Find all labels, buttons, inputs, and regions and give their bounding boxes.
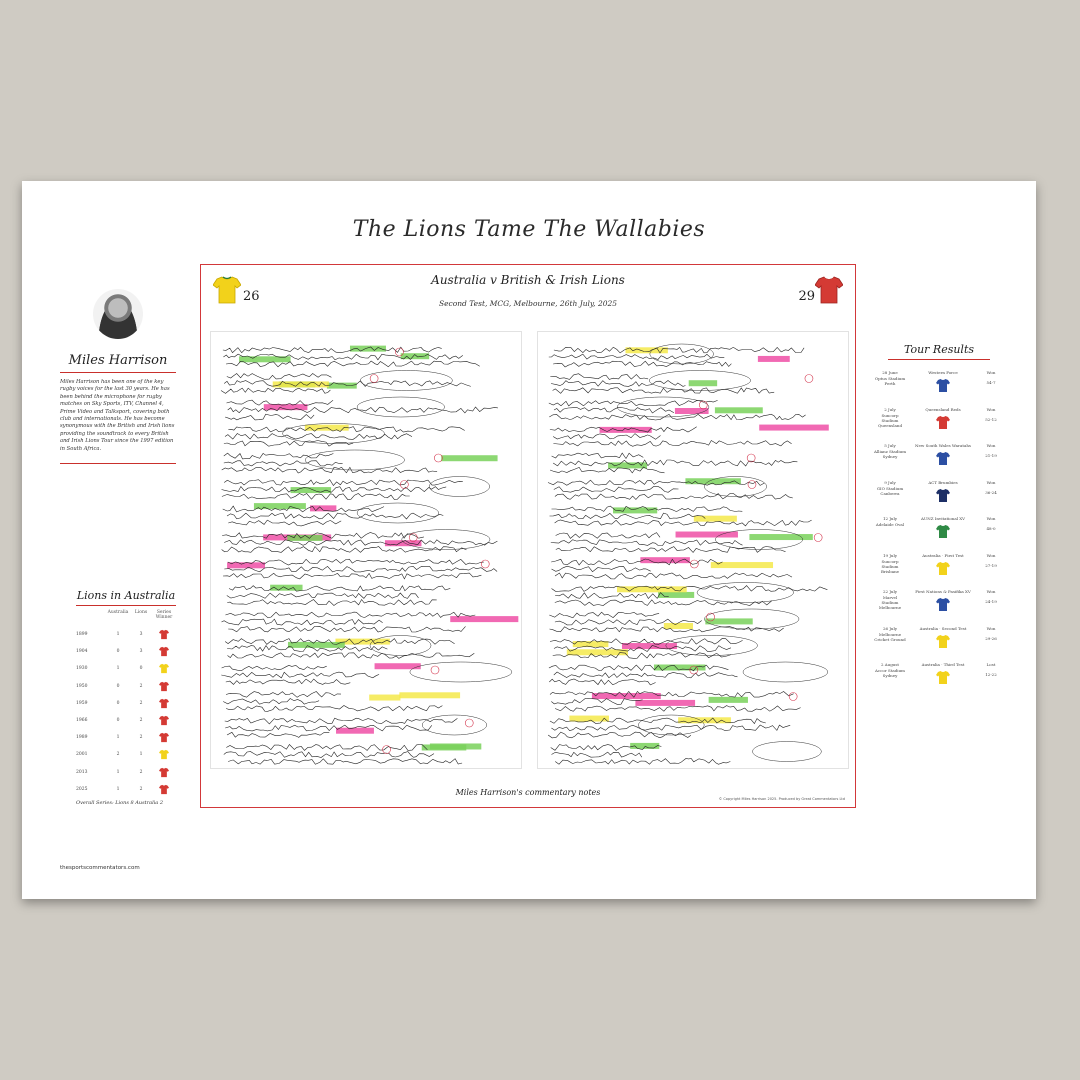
divider [60,463,176,464]
header-series-winner: Series Winner [155,610,173,620]
bio-text: Miles Harrison has been one of the key rugby voices for the last 30 years. He has been behind the microphone for rugby matches on Sky Sports, ITV, Channel 4, Prime Video and Talksport, covering both club and internationals. He has become synonymous with the British and Irish lions providing the soundtrack to every British and Irish Lions Tour since the 1997 edition in South Africa. [60,379,175,452]
series-winner-shirt-icon [152,646,176,657]
poster [22,181,1036,899]
tour-result-row [874,624,1004,661]
series-winner-shirt-icon [152,749,176,760]
tour-result-row [874,478,1004,515]
match-date: 5 July [884,443,896,448]
opponent-shirt-icon [936,634,950,650]
header-australia: Australia [107,610,129,615]
australia-wins: 0 [116,683,120,689]
lions-wins: 1 [139,752,143,758]
opponent: Western Force [928,370,958,375]
opponent: First Nations & Pasifika XV [915,589,971,594]
match-date: 22 July [882,589,898,594]
match-venue: Suncorp Stadium Queensland [877,412,903,428]
poster-title: The Lions Tame The Wallabies [352,217,706,242]
match-result: Won [986,625,996,631]
header-lions: Lions [134,610,148,615]
tour-result-row [874,368,1004,405]
series-winner-shirt-icon [152,663,176,674]
match-result: Won [986,406,996,412]
tour-result-row [874,405,1004,442]
match-date: 19 July [882,552,898,558]
table-row [76,746,176,763]
series-winner-shirt-icon [152,715,176,726]
commentator-portrait [93,289,143,339]
match-result: Lost [986,662,996,667]
opponent-shirt-icon [936,451,950,467]
match-score: 21-19 [985,453,997,458]
table-row [76,781,176,798]
match-date: 9 July [884,479,896,485]
series-year: 1959 [76,700,88,706]
table-row [76,764,176,781]
australia-wins: 0 [116,718,120,724]
table-header [76,610,176,626]
series-winner-shirt-icon [152,784,176,795]
australia-wins: 2 [116,752,120,758]
match-result: Won [986,552,996,558]
series-year: 1950 [76,683,88,689]
tour-results-title: Tour Results [903,343,975,356]
match-score: 54-7 [986,380,996,385]
australia-wins: 1 [116,786,120,792]
opponent-shirt-icon [936,524,950,540]
copyright: © Copyright Miles Harrison 2025. Produced by Great Commentators Ltd [718,797,845,801]
match-venue: GIO Stadium Canberra [876,485,904,496]
divider [888,359,990,360]
table-row [76,626,176,643]
lions-wins: 2 [139,683,143,689]
table-row [76,643,176,660]
table-row [76,695,176,712]
opponent-shirt-icon [936,415,950,431]
series-year: 1966 [76,718,88,724]
lions-wins: 2 [139,718,143,724]
divider [76,605,176,606]
lions-history-title: Lions in Australia [76,589,176,602]
match-score: 12-22 [985,672,997,677]
tour-result-row [874,551,1004,588]
match-venue: Marvel Stadium Melbourne [878,595,902,610]
match-score: 27-19 [985,562,997,568]
lions-score: 29 [798,289,815,304]
series-year: 1930 [76,666,88,672]
series-year: 2025 [76,786,88,792]
lions-wins: 0 [139,666,143,672]
lions-wins: 2 [139,700,143,706]
series-year: 2013 [76,769,88,775]
commentator-name: Miles Harrison [68,353,168,368]
series-year: 1904 [76,649,88,655]
opponent: AUNZ Invitational XV [920,516,966,521]
australia-score: 26 [243,289,260,304]
lions-jersey-icon [815,275,843,305]
match-date: 28 June [882,370,898,375]
match-score: 36-24 [985,489,997,495]
opponent: Australia · Second Test [919,625,967,631]
opponent: ACT Brumbies [928,479,958,485]
australia-wins: 1 [116,632,120,638]
australia-wins: 0 [116,700,120,706]
opponent: Australia · Third Test [921,662,965,667]
match-venue: Allianz Stadium Sydney [874,449,907,459]
match-result: Won [986,443,996,448]
lions-wins: 3 [139,632,143,638]
match-title: Australia v British & Irish Lions [431,273,625,287]
match-result: Won [986,516,996,521]
match-score: 52-12 [985,416,997,422]
match-result: Won [986,479,996,485]
tour-result-row [874,514,1004,551]
tour-results-list [874,368,1004,697]
series-winner-shirt-icon [152,681,176,692]
australia-wins: 1 [116,735,120,741]
opponent: Australia · First Test [922,552,964,558]
table-row [76,712,176,729]
lions-in-australia-table [76,589,176,806]
lions-wins: 3 [139,649,143,655]
divider [60,372,176,373]
overall-series: Overall Series: Lions 8 Australia 2 [76,799,164,806]
match-venue: Suncorp Stadium Brisbane [880,558,900,574]
series-winner-shirt-icon [152,698,176,709]
series-winner-shirt-icon [152,767,176,778]
tour-result-row [874,660,1004,697]
commentary-notes-page-left [210,331,522,769]
series-year: 1899 [76,632,88,638]
handwritten-notes-image [211,332,521,768]
match-score: 48-0 [986,526,996,531]
lions-history-rows [76,626,176,798]
series-year: 1989 [76,735,88,741]
tour-results [874,343,1004,697]
australia-wins: 0 [116,649,120,655]
match-venue: Accor Stadium Sydney [875,668,905,678]
match-result: Won [986,589,996,594]
lions-wins: 2 [139,769,143,775]
opponent-shirt-icon [936,378,950,394]
match-subtitle: Second Test, MCG, Melbourne, 26th July, 2025 [438,299,618,308]
table-row [76,678,176,695]
commentator-bio [60,289,176,464]
match-date: 2 July [884,406,896,412]
australia-wins: 1 [116,769,120,775]
tour-result-row [874,587,1004,624]
australia-wins: 1 [116,666,120,672]
match-date: 12 July [882,516,898,521]
opponent: Queensland Reds [925,406,961,412]
table-row [76,729,176,746]
commentary-notes-page-right [537,331,849,769]
series-winner-shirt-icon [152,629,176,640]
match-venue: Adelaide Oval [875,522,905,527]
notes-caption: Miles Harrison's commentary notes [455,788,601,797]
website-url: thesportscommentators.com [60,865,140,871]
series-winner-shirt-icon [152,732,176,743]
tour-result-row [874,441,1004,478]
opponent-shirt-icon [936,597,950,613]
opponent-shirt-icon [936,488,950,504]
match-venue: Optus Stadium Perth [874,376,906,386]
match-frame [200,264,856,808]
match-date: 26 July [882,625,898,631]
opponent-shirt-icon [936,561,950,577]
series-year: 2001 [76,752,88,758]
lions-wins: 2 [139,786,143,792]
handwritten-notes-image [538,332,848,768]
match-venue: Melbourne Cricket Ground [874,631,906,642]
match-score: 29-26 [985,635,997,641]
opponent-shirt-icon [936,670,950,686]
match-date: 2 August [880,662,900,667]
opponent: New South Wales Waratahs [915,443,971,448]
match-result: Won [986,370,996,375]
table-row [76,660,176,677]
match-score: 24-19 [985,599,997,604]
lions-wins: 2 [139,735,143,741]
